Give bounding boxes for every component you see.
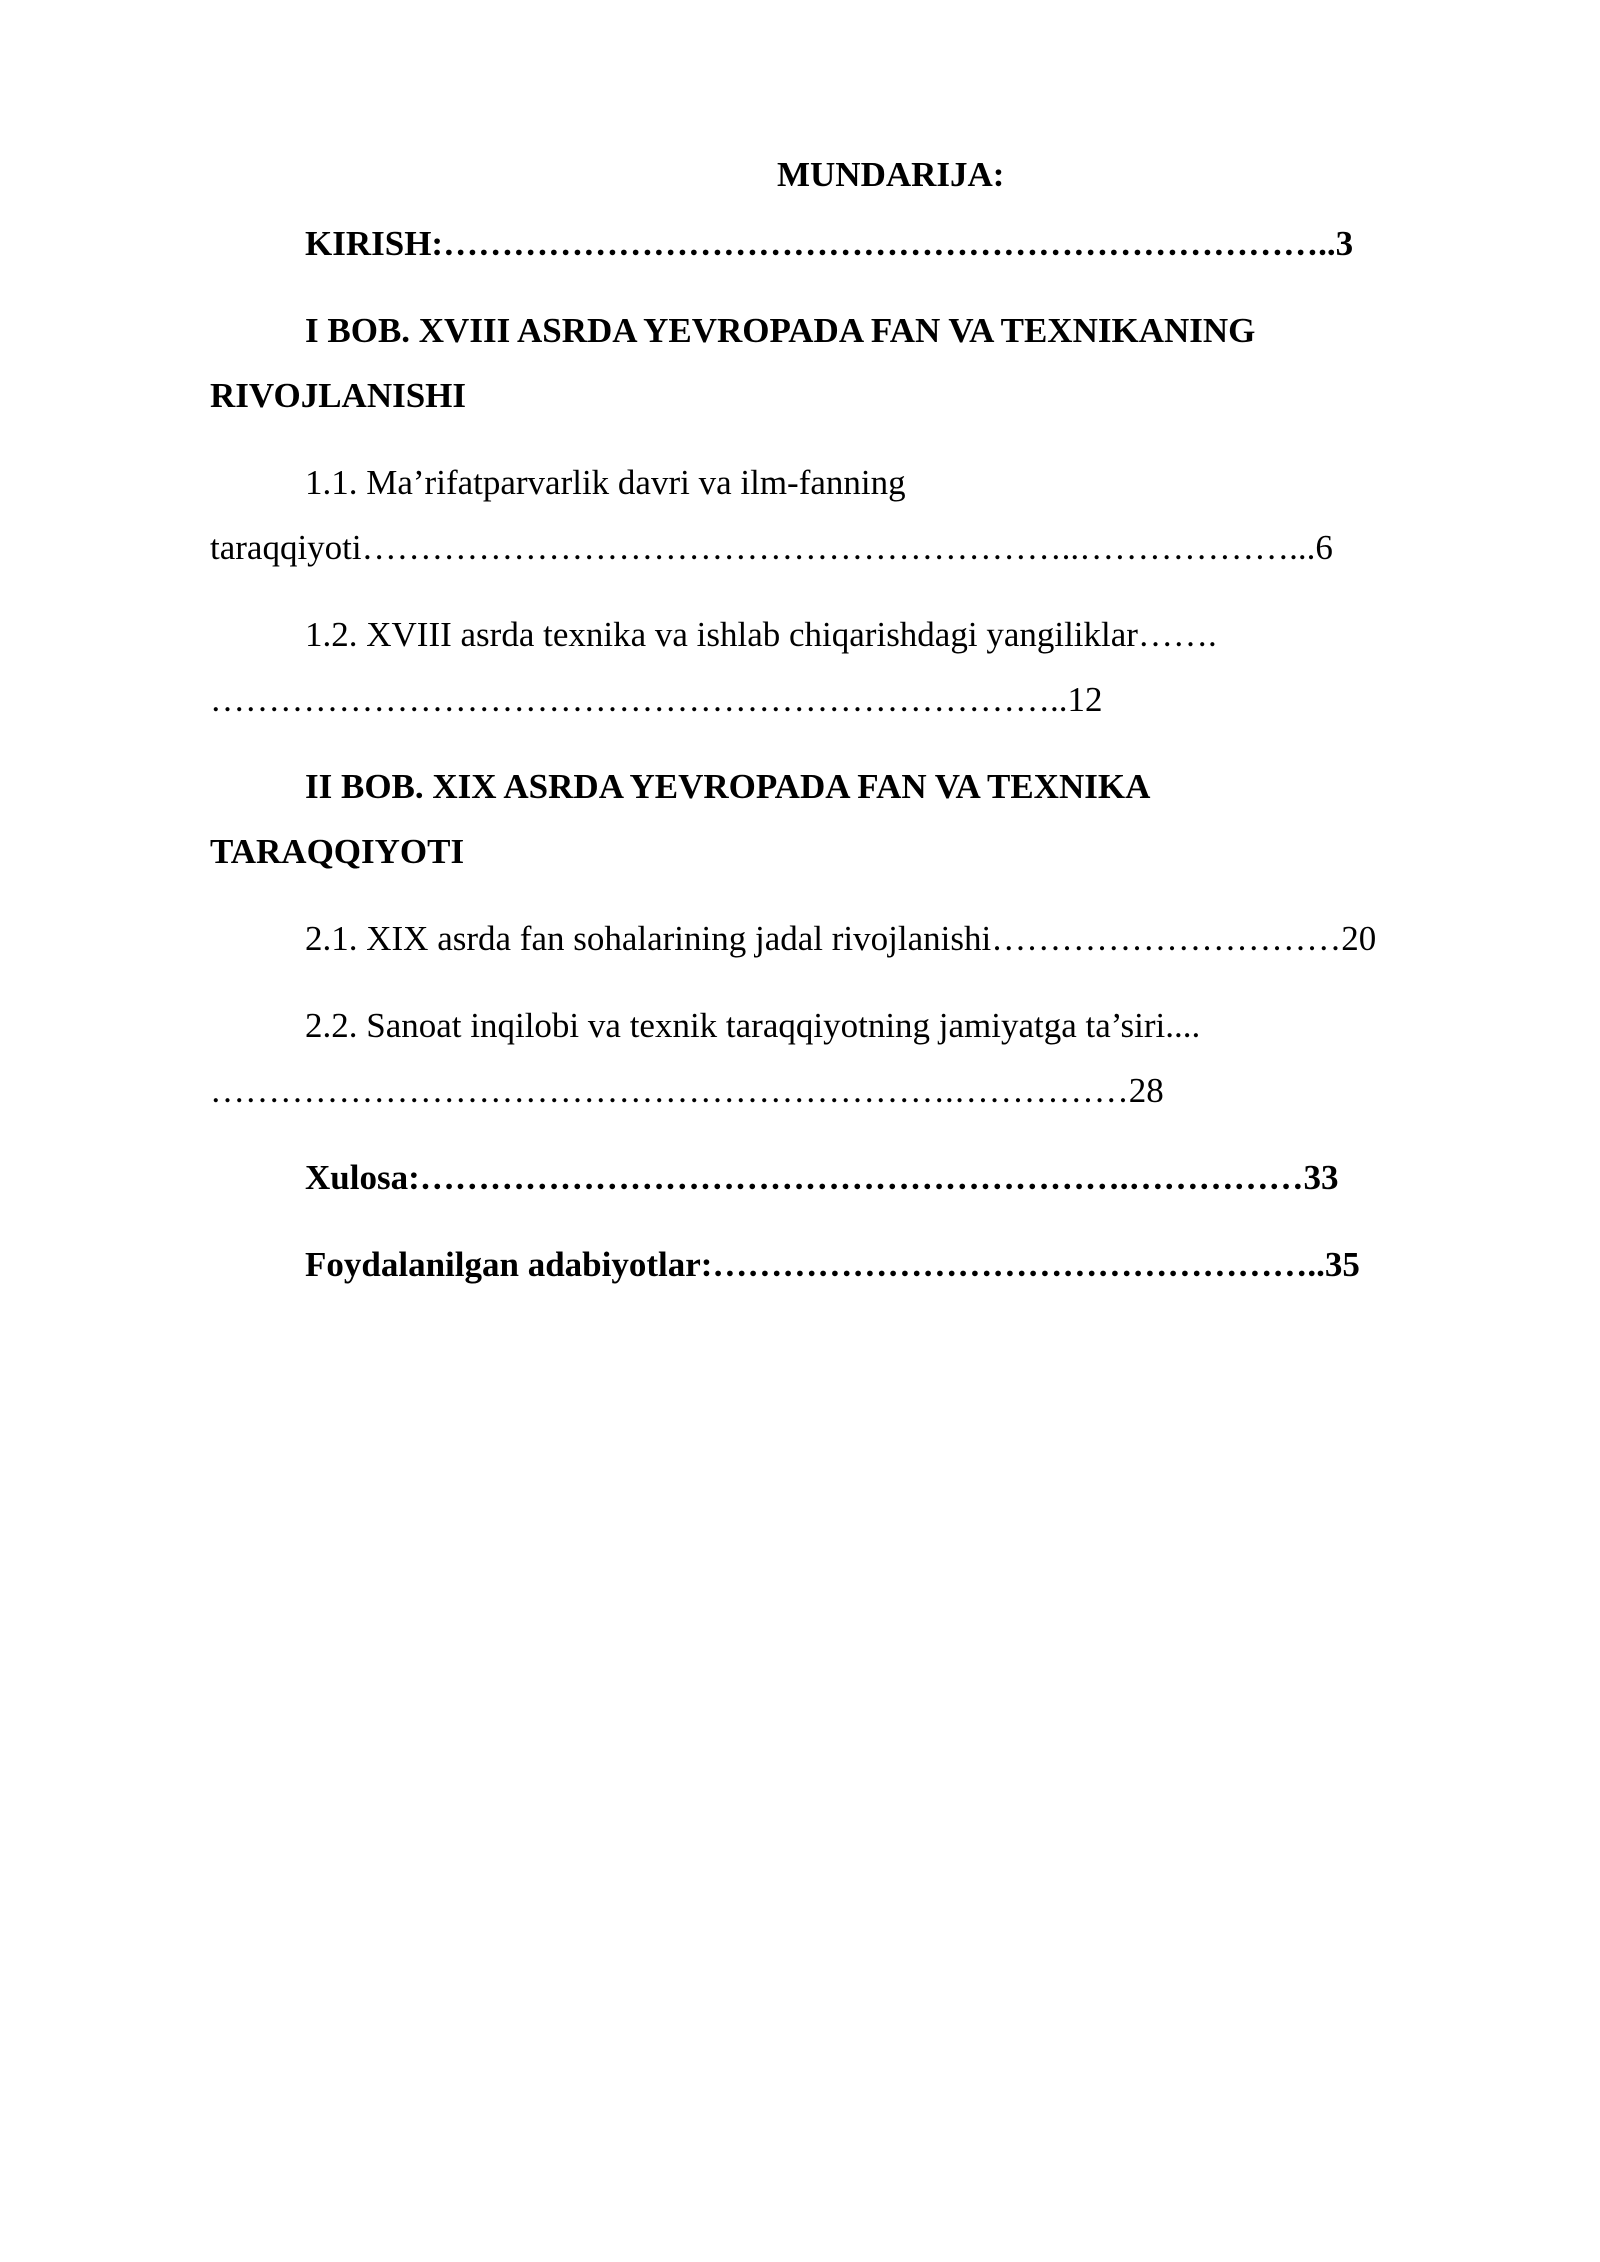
toc-entry-chapter-1-line-2: RIVOJLANISHI <box>210 376 467 415</box>
toc-entry-conclusion: Xulosa:…………………………………………………….……………33 <box>305 1158 1339 1197</box>
toc-title: MUNDARIJA: <box>777 155 1005 194</box>
toc-entry-section-1-1-line-2: taraqqiyoti……………………………………………………..………………...6 <box>210 528 1333 567</box>
toc-entry-section-2-2-line-2: ……………………………………………………….……………28 <box>210 1071 1164 1110</box>
toc-entry-section-2-2-line-1: 2.2. Sanoat inqilobi va texnik taraqqiyotning jamiyatga ta’siri.... <box>305 1006 1201 1045</box>
toc-entry-chapter-1-line-1: I BOB. XVIII ASRDA YEVROPADA FAN VA TEXNIKANING <box>305 311 1256 350</box>
toc-entry-chapter-2-line-2: TARAQQIYOTI <box>210 832 465 871</box>
toc-entry-introduction: KIRISH:…………………………………………………………………..3 <box>305 224 1354 263</box>
toc-entry-section-1-2-line-1: 1.2. XVIII asrda texnika va ishlab chiqarishdagi yangiliklar……. <box>305 615 1217 654</box>
toc-entry-section-2-1: 2.1. XIX asrda fan sohalarining jadal rivojlanishi…………………………20 <box>305 919 1377 958</box>
toc-entry-section-1-1-line-1: 1.1. Ma’rifatparvarlik davri va ilm-fanning <box>305 463 906 502</box>
toc-entry-chapter-2-line-1: II BOB. XIX ASRDA YEVROPADA FAN VA TEXNIKA <box>305 767 1151 806</box>
toc-entry-section-1-2-line-2: ………………………………………………………………..12 <box>210 680 1103 719</box>
toc-entry-references: Foydalanilgan adabiyotlar:……………………………………………..35 <box>305 1245 1360 1284</box>
